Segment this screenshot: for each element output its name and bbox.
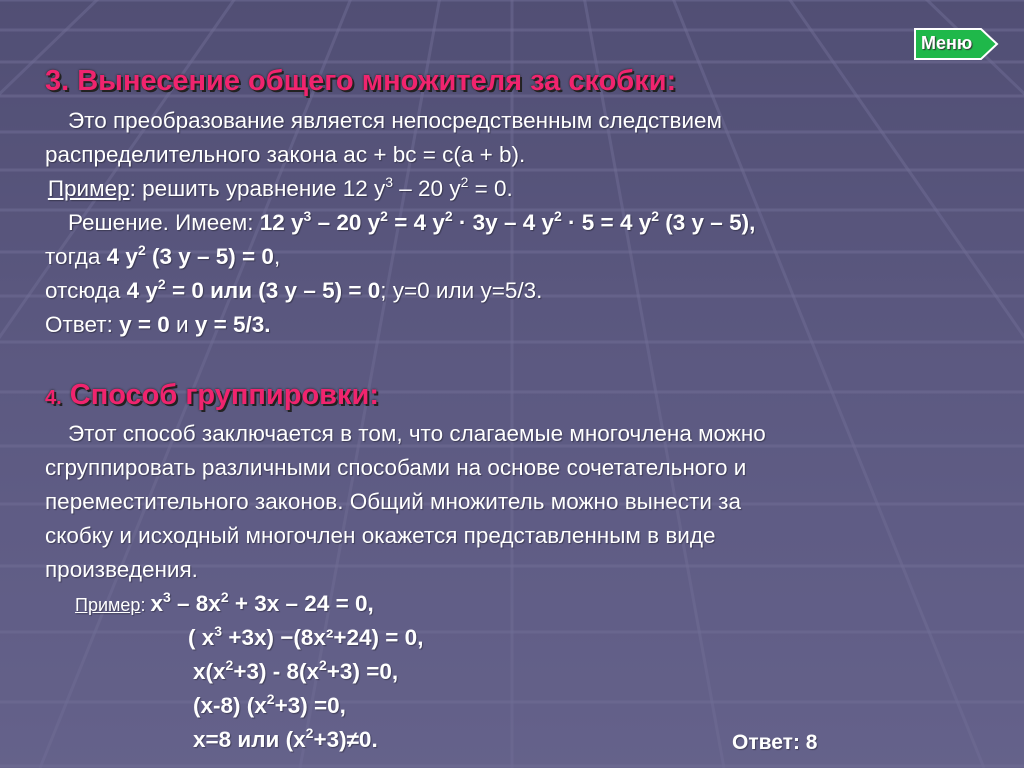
section4-line4: скобку и исходный многочлен окажется представленным в виде [45,523,716,548]
menu-button-label: Меню [921,33,973,53]
section3-hence: отсюда 4 $у^2 = 0$ или (3 у – 5) = 0; у=0 или у=5/3. [45,276,543,303]
section4-heading: 4. Способ группировки: [45,379,380,411]
section3-line1: Это преобразование является непосредственным следствием [68,108,723,133]
example-step-1: ( $x^3 +3x) -(8x^2+24) = 0$, [188,623,424,650]
section4-line1: Этот способ заключается в том, что слагаемые многочлена можно [68,421,766,446]
section4-answer: Ответ: 8 [732,731,818,754]
example-step-2: $x(x^2+3) - 8(x^2+3) =0$, [193,657,399,684]
section3-example [45,174,579,204]
menu-button[interactable] [913,27,995,59]
example-step-4: x=8 или $(x^2+3)\ne 0$. [193,725,378,752]
section4-example: Пример: $x^3 - 8x^2 + 3x - 24 = 0$, [45,589,374,620]
section3-then: тогда 4 $у^2$ (3 у – 5) = 0, [45,242,281,269]
section4-line2: сгруппировать различными способами на основе сочетательного и [45,455,747,480]
section4-line3: переместительного законов. Общий множитель можно вынести за [45,489,741,514]
section3-solution: Решение. Имеем: 12 $у^3 - 20$ $у^2 = 4$ $у^2 \cdot 3у - 4$ $у^2 \cdot 5 = 4$ $у^2$ (3 у – 5), [68,208,756,235]
example-label: Пример: решить уравнение 12 $у^3 - 20$ $у^2 = 0$. [47,174,513,201]
section4-line5: произведения. [45,557,198,582]
section3-line2: распределительного закона ac + bc = c(a + b). [45,142,526,167]
section3-answer: Ответ: у = 0 и у = 5/3. [45,312,271,337]
example-step-3: (x-8) $(x^2+3) =0$, [193,691,346,718]
example-underline: Пример [75,595,141,615]
section3-heading: 3. Вынесение общего множителя за скобки: [45,65,677,97]
